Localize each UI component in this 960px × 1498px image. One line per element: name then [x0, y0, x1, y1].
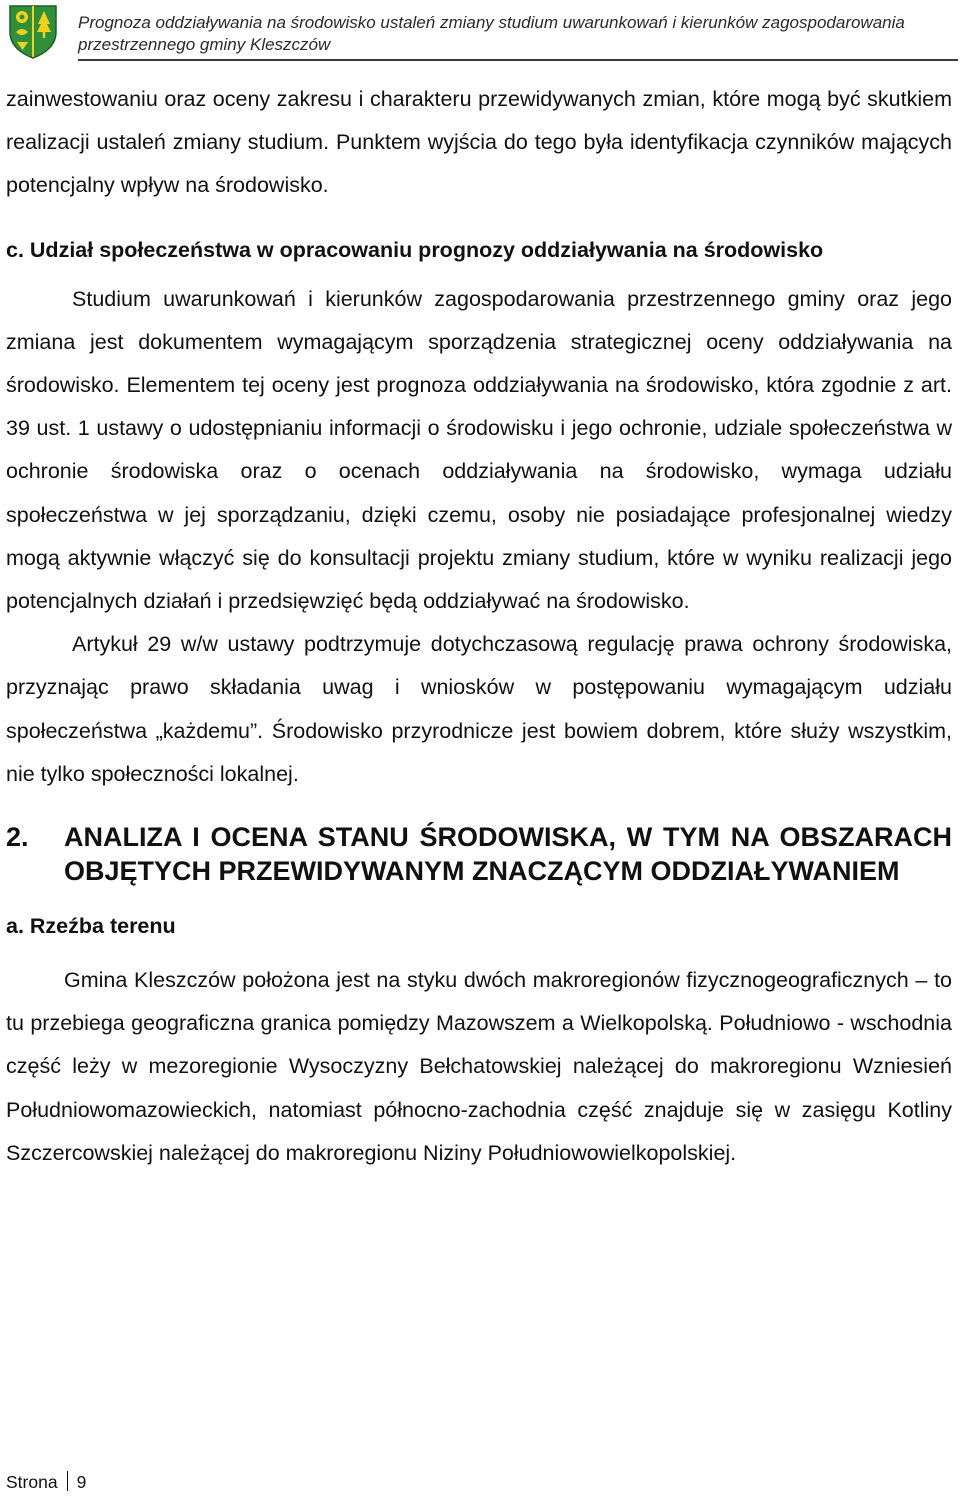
- page-content: [6, 78, 952, 1175]
- page-footer: [6, 1471, 86, 1493]
- page-header: [0, 0, 960, 64]
- paragraph-participation: Studium uwarunkowań i kierunków zagospodarowania przestrzennego gminy oraz jego zmiana jest dokumentem wymagającym sporządzenia strategicznej oceny oddziaływania na środowisko. Elementem tej oceny jest prognoza oddziaływania na środowisko, która zgodnie z art. 39 ust. 1 ustawy o udostępnianiu informacji o środowisku i jego ochronie, udziale społeczeństwa w ochronie środowiska oraz o ocenach oddziaływania na środowisko, wymaga udziału społeczeństwa w jej sporządzaniu, dzięki czemu, osoby nie posiadające profesjonalnej wiedzy mogą aktywnie włączyć się do konsultacji projektu zmiany studium, które w wyniku realizacji jego potencjalnych działań i przedsięwzięć będą oddziaływać na środowisko.: [6, 286, 952, 614]
- paragraph-article-29: Artykuł 29 w/w ustawy podtrzymuje dotychczasową regulację prawa ochrony środowiska, przyznając prawo składania uwag i wniosków w postępowaniu wymagającym udziału społeczeństwa „każdemu”. Środowisko przyrodnicze jest bowiem dobrem, które służy wszystkim, nie tylko społeczności lokalnej.: [6, 632, 952, 786]
- document-header-title: Prognoza oddziaływania na środowisko ustaleń zmiany studium uwarunkowań i kierunków zagospodarowania przestrzennego gminy Kleszczów: [78, 13, 905, 54]
- section-heading-2: [6, 820, 952, 888]
- subsection-heading-a: a. Rzeźba terenu: [6, 914, 176, 939]
- page-number: 9: [76, 1472, 87, 1492]
- subsection-heading-c: c. Udział społeczeństwa w opracowaniu prognozy oddziaływania na środowisko: [6, 237, 824, 262]
- paragraph-continued: zainwestowaniu oraz oceny zakresu i charakteru przewidywanych zmian, które mogą być skutkiem realizacji ustaleń zmiany studium. Punktem wyjścia do tego była identyfikacja czynników mających potencjalny wpływ na środowisko.: [6, 87, 952, 198]
- footer-separator: [67, 1471, 68, 1491]
- paragraph-terrain: Gmina Kleszczów położona jest na styku dwóch makroregionów fizycznogeograficznych – to tu przebiega geograficzna granica pomiędzy Mazowszem a Wielkopolską. Południowo - wschodnia część leży w mezoregionie Wysoczyzny Bełchatowskiej należącej do makroregionu Wzniesień Południowomazowieckich, natomiast północno-zachodnia część znajduje się w zasięgu Kotliny Szczercowskiej należącej do makroregionu Niziny Południowowielkopolskiej.: [6, 968, 952, 1165]
- header-divider: [78, 59, 958, 61]
- coat-of-arms-icon: [4, 2, 62, 60]
- section-number: 2.: [6, 822, 29, 853]
- page-label: Strona: [6, 1472, 58, 1492]
- section-title: ANALIZA I OCENA STANU ŚRODOWISKA, W TYM NA OBSZARACH OBJĘTYCH PRZEWIDYWANYM ZNACZĄCYM ODDZIAŁYWANIEM: [64, 822, 952, 887]
